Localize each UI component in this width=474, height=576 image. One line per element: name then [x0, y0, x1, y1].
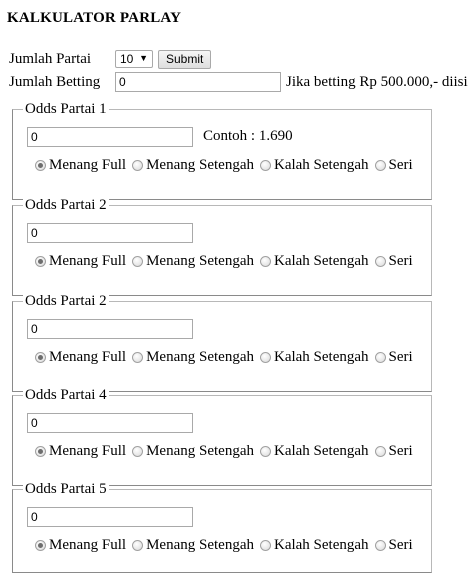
jumlah-betting-input[interactable]: 0: [115, 72, 281, 92]
radio-kalah-setengah[interactable]: [260, 537, 369, 554]
page-title: KALKULATOR PARLAY: [7, 10, 182, 26]
odds-input[interactable]: 0: [27, 319, 193, 339]
radio-seri[interactable]: [375, 443, 413, 460]
radio-menang-setengah[interactable]: [132, 253, 254, 270]
result-radio-group: [35, 443, 419, 460]
radio-seri[interactable]: [375, 537, 413, 554]
odds-partai-legend: Odds Partai 2: [25, 197, 107, 213]
radio-label: Menang Full: [49, 349, 127, 365]
radio-label: Menang Setengah: [146, 157, 254, 173]
jumlah-betting-label: Jumlah Betting: [9, 73, 101, 90]
radio-checked-icon: [35, 446, 46, 457]
betting-hint: Jika betting Rp 500.000,- diisi: [286, 73, 468, 90]
radio-icon: [375, 540, 386, 551]
radio-menang-setengah[interactable]: [132, 157, 254, 174]
radio-checked-icon: [35, 352, 46, 363]
submit-button[interactable]: Submit: [158, 50, 211, 69]
radio-icon: [132, 540, 143, 551]
jumlah-partai-select[interactable]: [115, 50, 153, 68]
radio-label: Menang Setengah: [146, 443, 254, 459]
radio-label: Seri: [388, 253, 413, 269]
radio-checked-icon: [35, 256, 46, 267]
odds-partai-group: [12, 387, 432, 486]
result-radio-group: [35, 157, 419, 174]
odds-partai-group: [12, 197, 432, 296]
jumlah-partai-value: 10: [120, 52, 134, 66]
radio-icon: [375, 160, 386, 171]
odds-partai-legend: Odds Partai 4: [25, 387, 107, 403]
radio-label: Menang Setengah: [146, 537, 254, 553]
radio-label: Menang Full: [49, 537, 127, 553]
radio-menang-setengah[interactable]: [132, 443, 254, 460]
radio-menang-full[interactable]: [35, 157, 126, 174]
radio-icon: [132, 160, 143, 171]
odds-input[interactable]: 0: [27, 127, 193, 147]
odds-partai-legend: Odds Partai 5: [25, 481, 107, 497]
radio-icon: [132, 446, 143, 457]
radio-icon: [260, 160, 271, 171]
radio-menang-full[interactable]: [35, 349, 126, 366]
odds-input[interactable]: 0: [27, 223, 193, 243]
radio-checked-icon: [35, 160, 46, 171]
radio-menang-full[interactable]: [35, 253, 126, 270]
odds-example: Contoh : 1.690: [203, 128, 293, 144]
radio-icon: [260, 256, 271, 267]
radio-icon: [260, 446, 271, 457]
radio-icon: [375, 352, 386, 363]
chevron-down-icon: ▼: [139, 53, 148, 63]
odds-partai-legend: Odds Partai 1: [25, 101, 107, 117]
radio-checked-icon: [35, 540, 46, 551]
jumlah-partai-row: [9, 48, 211, 70]
radio-icon: [375, 256, 386, 267]
odds-input[interactable]: 0: [27, 413, 193, 433]
radio-kalah-setengah[interactable]: [260, 157, 369, 174]
radio-seri[interactable]: [375, 349, 413, 366]
radio-icon: [375, 446, 386, 457]
radio-label: Kalah Setengah: [273, 157, 369, 173]
odds-partai-group: [12, 101, 432, 200]
radio-label: Menang Setengah: [146, 349, 254, 365]
radio-label: Kalah Setengah: [273, 537, 369, 553]
result-radio-group: [35, 253, 419, 270]
jumlah-betting-row: [9, 71, 468, 93]
radio-label: Seri: [388, 349, 413, 365]
radio-label: Menang Setengah: [146, 253, 254, 269]
radio-kalah-setengah[interactable]: [260, 443, 369, 460]
radio-label: Menang Full: [49, 157, 127, 173]
radio-menang-full[interactable]: [35, 537, 126, 554]
odds-partai-legend: Odds Partai 2: [25, 293, 107, 309]
radio-menang-full[interactable]: [35, 443, 126, 460]
radio-kalah-setengah[interactable]: [260, 253, 369, 270]
radio-icon: [132, 352, 143, 363]
radio-label: Kalah Setengah: [273, 349, 369, 365]
radio-icon: [260, 540, 271, 551]
radio-label: Seri: [388, 157, 413, 173]
radio-seri[interactable]: [375, 157, 413, 174]
odds-partai-group: [12, 481, 432, 573]
jumlah-partai-label: Jumlah Partai: [9, 50, 92, 67]
result-radio-group: [35, 537, 419, 554]
radio-label: Kalah Setengah: [273, 443, 369, 459]
radio-label: Seri: [388, 537, 413, 553]
radio-label: Menang Full: [49, 253, 127, 269]
odds-partai-group: [12, 293, 432, 392]
radio-icon: [260, 352, 271, 363]
radio-label: Kalah Setengah: [273, 253, 369, 269]
radio-menang-setengah[interactable]: [132, 349, 254, 366]
odds-input[interactable]: 0: [27, 507, 193, 527]
radio-icon: [132, 256, 143, 267]
radio-seri[interactable]: [375, 253, 413, 270]
radio-menang-setengah[interactable]: [132, 537, 254, 554]
result-radio-group: [35, 349, 419, 366]
radio-kalah-setengah[interactable]: [260, 349, 369, 366]
radio-label: Menang Full: [49, 443, 127, 459]
radio-label: Seri: [388, 443, 413, 459]
